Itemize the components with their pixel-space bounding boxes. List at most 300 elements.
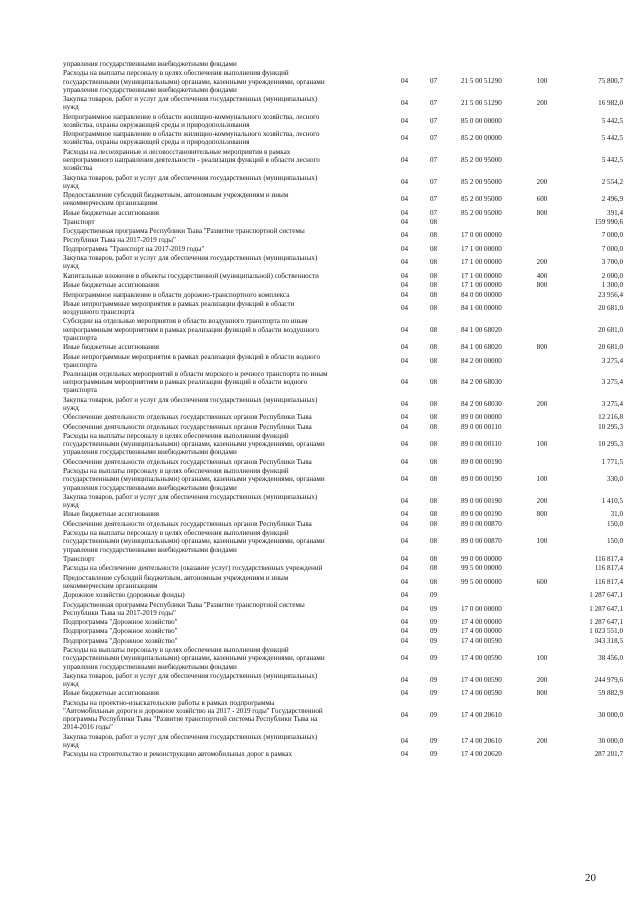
row-name — [63, 413, 393, 421]
row-name-line: государственными (муниципальными) органами, казенными учреждениями, органами — [63, 77, 325, 86]
row-name-line: Расходы на выплаты персоналу в целях обеспечения выполнения функций — [63, 467, 289, 476]
subsection-code: 08 — [430, 303, 438, 312]
row-name — [63, 467, 393, 492]
row-name-line: управления государственными внебюджетными фондами — [63, 85, 237, 94]
amount: 1 287 647,1 — [589, 591, 623, 600]
amount: 30 000,0 — [598, 736, 623, 745]
row-name-line: нужд — [63, 740, 79, 749]
section-code: 04 — [401, 218, 409, 226]
subsection-code: 07 — [430, 208, 438, 217]
row-name — [63, 300, 393, 316]
amount: 150,0 — [607, 519, 623, 528]
target-article-code: 21 5 00 51290 — [461, 77, 502, 86]
amount: 20 681,0 — [598, 343, 623, 352]
row-name-line: Государственная программа Республики Тыва "Развитие транспортной системы — [63, 227, 305, 236]
row-name — [63, 601, 393, 617]
row-name — [63, 627, 393, 635]
row-name-line: Транспорт — [63, 554, 95, 563]
amount: 38 456,0 — [598, 654, 623, 663]
row-name — [63, 209, 393, 217]
row-name-line: транспорта — [63, 360, 97, 369]
row-name-line: Закупка товаров, работ и услуг для обеспечения государственных (муниципальных) — [63, 732, 318, 741]
row-name-line: Подпрограмма "Дорожное хозяйство" — [63, 627, 178, 636]
row-name-line: нужд — [63, 501, 79, 510]
row-name — [63, 564, 393, 572]
amount: 2 000,0 — [601, 271, 623, 280]
amount: 159 990,6 — [594, 218, 623, 226]
row-name — [63, 396, 393, 412]
amount: 2 496,9 — [601, 195, 623, 204]
row-name-line: Подпрограмма "Транспорт на 2017-2019 годы" — [63, 244, 205, 253]
target-article-code: 89 0 00 00190 — [461, 510, 502, 519]
row-name — [63, 191, 393, 207]
row-name-line: Обеспечение деятельности отдельных государственных органов Республики Тыва — [63, 457, 312, 466]
amount: 20 681,0 — [598, 325, 623, 334]
row-name-line: некоммерческим организациям — [63, 581, 158, 590]
row-name-line: Закупка товаров, работ и услуг для обеспечения государственных (муниципальных) — [63, 173, 318, 182]
section-code: 04 — [401, 519, 409, 528]
target-article-code: 17 4 00 20620 — [461, 750, 502, 759]
target-article-code: 17 1 00 00000 — [461, 271, 502, 280]
section-code: 04 — [401, 636, 409, 645]
subsection-code: 08 — [430, 244, 438, 253]
row-name-line: нужд — [63, 404, 79, 412]
target-article-code: 89 0 00 00870 — [461, 537, 502, 546]
row-name — [63, 113, 393, 129]
row-name-line: управления государственными внебюджетными фондами — [63, 448, 237, 457]
section-code: 04 — [401, 356, 409, 365]
target-article-code: 89 0 00 00870 — [461, 519, 502, 528]
row-name — [63, 254, 393, 270]
target-article-code: 84 2 00 00000 — [461, 356, 502, 365]
expense-type-code: 800 — [536, 281, 548, 290]
amount: 1 023 551,0 — [589, 627, 623, 636]
target-article-code: 17 4 00 00590 — [461, 654, 502, 663]
section-code: 04 — [401, 116, 409, 125]
target-article-code: 17 1 00 00000 — [461, 244, 502, 253]
section-code: 04 — [401, 675, 409, 684]
row-name — [63, 343, 393, 351]
expense-type-code: 200 — [536, 399, 548, 408]
subsection-code: 08 — [430, 537, 438, 546]
target-article-code: 84 1 00 00000 — [461, 303, 502, 312]
row-name — [63, 699, 393, 732]
row-name-line: Расходы на строительство и реконструкцию автомобильных дорог в рамках — [63, 750, 293, 759]
expense-type-code: 200 — [536, 258, 548, 267]
target-article-code: 17 0 00 00000 — [461, 231, 502, 240]
target-article-code: 89 0 00 00190 — [461, 475, 502, 484]
row-name-line: нужд — [63, 103, 79, 112]
amount: 3 275,4 — [601, 356, 623, 365]
row-name-line: Предоставление субсидий бюджетным, автономным учреждениям и иным — [63, 573, 289, 582]
amount: 391,4 — [607, 208, 623, 217]
subsection-code: 07 — [430, 177, 438, 186]
target-article-code: 84 1 00 68020 — [461, 325, 502, 334]
row-name-line: Непрограммное направление в области дорожно-транспортного комплекса — [63, 290, 290, 299]
amount: 7 000,0 — [601, 231, 623, 240]
row-name-line: государственными (муниципальными) органами, казенными учреждениями, органами — [63, 537, 325, 546]
row-name-line: государственными (муниципальными) органами, казенными учреждениями, органами — [63, 440, 325, 449]
section-code: 04 — [401, 271, 409, 280]
subsection-code: 08 — [430, 577, 438, 586]
target-article-code: 17 4 00 00000 — [461, 618, 502, 626]
row-name — [63, 95, 393, 111]
row-name — [63, 574, 393, 590]
row-name-line: Транспорт — [63, 218, 95, 226]
subsection-code: 08 — [430, 258, 438, 267]
row-name-line: воздушного транспорта — [63, 308, 135, 316]
row-name-line: Иные бюджетные ассигнования — [63, 689, 160, 698]
section-code: 04 — [401, 281, 409, 290]
subsection-code: 08 — [430, 271, 438, 280]
subsection-code: 08 — [430, 564, 438, 573]
row-name — [63, 493, 393, 509]
row-name-line: Расходы на проектно-изыскательские работы в рамках подпрограммы — [63, 698, 275, 707]
expense-type-code: 800 — [536, 208, 548, 217]
row-name-line: Республики Тыва на 2017-2019 годы" — [63, 235, 176, 244]
target-article-code: 89 0 00 00000 — [461, 413, 502, 422]
row-name-line: Обеспечение деятельности отдельных государственных органов Республики Тыва — [63, 413, 312, 422]
amount: 150,0 — [607, 537, 623, 546]
target-article-code: 89 0 00 00110 — [461, 422, 502, 431]
target-article-code: 85 0 00 00000 — [461, 116, 502, 125]
row-name — [63, 148, 393, 173]
target-article-code: 17 4 00 00590 — [461, 675, 502, 684]
subsection-code: 09 — [430, 675, 438, 684]
subsection-code: 09 — [430, 604, 438, 613]
expense-type-code: 100 — [536, 440, 548, 449]
row-name-line: Расходы на обеспечение деятельности (оказание услуг) государственных учреждений — [63, 564, 323, 573]
amount: 1 300,0 — [601, 281, 623, 290]
section-code: 04 — [401, 195, 409, 204]
subsection-code: 08 — [430, 399, 438, 408]
row-name-line: хозяйства, охраны окружающей среды и природопользования — [63, 138, 250, 147]
expense-type-code: 400 — [536, 271, 548, 280]
amount: 30 000,0 — [598, 710, 623, 719]
row-name — [63, 510, 393, 518]
row-name-line: "Автомобильные дороги и дорожное хозяйство на 2017 - 2019 годы" Государственной — [63, 706, 323, 715]
subsection-code: 08 — [430, 281, 438, 290]
subsection-code: 08 — [430, 325, 438, 334]
amount: 75 800,7 — [598, 77, 623, 86]
target-article-code: 85 2 00 95000 — [461, 208, 502, 217]
section-code: 04 — [401, 591, 409, 600]
amount: 330,0 — [607, 475, 623, 484]
row-name-line: Обеспечение деятельности отдельных государственных органов Республики Тыва — [63, 519, 312, 528]
page-number: 20 — [585, 872, 596, 884]
expense-type-code: 100 — [536, 654, 548, 663]
amount: 2 554,2 — [601, 177, 623, 186]
subsection-code: 08 — [430, 290, 438, 299]
target-article-code: 89 0 00 00190 — [461, 496, 502, 505]
subsection-code: 08 — [430, 218, 438, 226]
section-code: 04 — [401, 457, 409, 466]
subsection-code: 07 — [430, 77, 438, 86]
subsection-code: 07 — [430, 134, 438, 143]
target-article-code: 21 5 00 51290 — [461, 99, 502, 108]
amount: 23 956,4 — [598, 290, 623, 299]
row-name — [63, 353, 393, 369]
subsection-code: 07 — [430, 195, 438, 204]
row-name-line: Закупка товаров, работ и услуг для обеспечения государственных (муниципальных) — [63, 254, 318, 263]
target-article-code: 17 4 00 20610 — [461, 710, 502, 719]
expense-type-code: 100 — [536, 77, 548, 86]
section-code: 04 — [401, 399, 409, 408]
row-name — [63, 370, 393, 395]
row-name — [63, 646, 393, 671]
row-name — [63, 529, 393, 554]
target-article-code: 99 0 00 00000 — [461, 554, 502, 563]
section-code: 04 — [401, 689, 409, 698]
row-name — [63, 281, 393, 289]
target-article-code: 84 2 00 68030 — [461, 378, 502, 387]
subsection-code: 08 — [430, 440, 438, 449]
subsection-code: 08 — [430, 457, 438, 466]
row-name-line: Иные бюджетные ассигнования — [63, 343, 160, 352]
section-code: 04 — [401, 750, 409, 759]
row-name-line: нужд — [63, 262, 79, 271]
section-code: 04 — [401, 710, 409, 719]
amount: 10 295,3 — [598, 440, 623, 449]
section-code: 04 — [401, 475, 409, 484]
amount: 10 295,3 — [598, 422, 623, 431]
section-code: 04 — [401, 378, 409, 387]
row-name-line: Иные бюджетные ассигнования — [63, 281, 160, 290]
subsection-code: 08 — [430, 519, 438, 528]
expense-type-code: 800 — [536, 689, 548, 698]
row-name-line: Расходы на выплаты персоналу в целях обеспечения выполнения функций — [63, 529, 289, 538]
row-name-line: программы Республики Тыва "Развитие транспортной системы Республики Тыва на — [63, 715, 318, 724]
subsection-code: 08 — [430, 554, 438, 563]
row-name — [63, 130, 393, 146]
amount: 3 700,0 — [601, 258, 623, 267]
section-code: 04 — [401, 577, 409, 586]
row-name — [63, 591, 393, 599]
row-name-line: Государственная программа Республики Тыва "Развитие транспортной системы — [63, 600, 305, 609]
target-article-code: 85 2 00 95000 — [461, 177, 502, 186]
row-name-line: Закупка товаров, работ и услуг для обеспечения государственных (муниципальных) — [63, 671, 318, 680]
amount: 31,0 — [610, 510, 623, 519]
section-code: 04 — [401, 627, 409, 636]
row-name-line: хозяйства, охраны окружающей среды и природопользования — [63, 120, 250, 129]
section-code: 04 — [401, 77, 409, 86]
subsection-code: 08 — [430, 475, 438, 484]
row-name-line: Иные бюджетные ассигнования — [63, 208, 160, 217]
subsection-code: 09 — [430, 736, 438, 745]
row-name — [63, 733, 393, 749]
amount: 1 771,5 — [601, 457, 623, 466]
target-article-code: 84 0 00 00000 — [461, 290, 502, 299]
row-name-line: некоммерческим организациям — [63, 199, 158, 208]
section-code: 04 — [401, 422, 409, 431]
subsection-code: 09 — [430, 591, 438, 600]
row-name-line: управления государственными внебюджетными фондами — [63, 545, 237, 554]
row-name — [63, 227, 393, 243]
section-code: 04 — [401, 654, 409, 663]
expense-type-code: 100 — [536, 475, 548, 484]
section-code: 04 — [401, 325, 409, 334]
amount: 20 681,0 — [598, 303, 623, 312]
row-name-line: управления государственными внебюджетными фондами — [63, 483, 237, 492]
row-name-line: Закупка товаров, работ и услуг для обеспечения государственных (муниципальных) — [63, 492, 318, 501]
target-article-code: 89 0 00 00110 — [461, 440, 502, 449]
subsection-code: 08 — [430, 231, 438, 240]
section-code: 04 — [401, 177, 409, 186]
subsection-code: 08 — [430, 422, 438, 431]
section-code: 04 — [401, 564, 409, 573]
row-name-line: нужд — [63, 680, 79, 688]
target-article-code: 85 2 00 00000 — [461, 134, 502, 143]
row-name-line: управления государственными внебюджетными фондами — [63, 662, 237, 671]
row-name-line: Иные непрограммные мероприятия в рамках реализации функций в области водного — [63, 352, 320, 361]
amount: 1 287 647,1 — [589, 604, 623, 613]
row-name-line: Капитальные вложения в объекты государственной (муниципальной) собственности — [63, 271, 319, 280]
section-code: 04 — [401, 208, 409, 217]
row-name — [63, 317, 393, 342]
section-code: 04 — [401, 134, 409, 143]
row-name — [63, 218, 393, 226]
section-code: 04 — [401, 537, 409, 546]
section-code: 04 — [401, 155, 409, 164]
row-name-line: Непрограммное направление в области жилищно-коммунального хозяйства, лесного — [63, 130, 320, 139]
section-code: 04 — [401, 554, 409, 563]
row-name-line: государственными (муниципальными) органами, казенными учреждениями, органами — [63, 654, 325, 663]
row-name-line: непрограммного направления деятельности - реализация функций в области лесного — [63, 156, 320, 164]
expense-type-code: 200 — [536, 496, 548, 505]
subsection-code: 07 — [430, 155, 438, 164]
row-name-line: Закупка товаров, работ и услуг для обеспечения государственных (муниципальных) — [63, 395, 318, 404]
row-name-line: Республики Тыва на 2017-2019 годы" — [63, 608, 176, 617]
row-name-line: Реализация отдельных мероприятий в области морского и речного транспорта по иным — [63, 370, 328, 378]
row-name-line: Расходы на выплаты персоналу в целях обеспечения выполнения функций — [63, 646, 289, 655]
subsection-code: 09 — [430, 689, 438, 698]
subsection-code: 09 — [430, 750, 438, 759]
amount: 12 216,8 — [598, 413, 623, 422]
row-name — [63, 750, 393, 758]
row-name — [63, 618, 393, 626]
section-code: 04 — [401, 258, 409, 267]
target-article-code: 85 2 00 95000 — [461, 195, 502, 204]
subsection-code: 09 — [430, 654, 438, 663]
section-code: 04 — [401, 618, 409, 626]
row-name-line: 2014-2016 годы" — [63, 723, 113, 732]
row-name-line: непрограммным мероприятиям в рамках реализации функций в области воздушного — [63, 325, 320, 334]
row-name — [63, 272, 393, 280]
target-article-code: 99 5 00 00000 — [461, 577, 502, 586]
row-name-line: Закупка товаров, работ и услуг для обеспечения государственных (муниципальных) — [63, 95, 318, 104]
amount: 3 275,4 — [601, 399, 623, 408]
row-name — [63, 60, 393, 68]
subsection-code: 09 — [430, 636, 438, 645]
target-article-code: 84 2 00 68030 — [461, 399, 502, 408]
row-name — [63, 69, 393, 94]
amount: 5 442,5 — [601, 155, 623, 164]
section-code: 04 — [401, 736, 409, 745]
amount: 5 442,5 — [601, 116, 623, 125]
row-name-line: хозяйства — [63, 164, 93, 173]
section-code: 04 — [401, 99, 409, 108]
target-article-code: 85 2 00 95000 — [461, 155, 502, 164]
row-name-line: транспорта — [63, 333, 97, 342]
target-article-code: 17 0 00 00000 — [461, 604, 502, 613]
amount: 116 817,4 — [594, 577, 623, 586]
subsection-code: 08 — [430, 413, 438, 422]
amount: 16 982,0 — [598, 99, 623, 108]
amount: 116 817,4 — [594, 564, 623, 573]
row-name-line: Иные бюджетные ассигнования — [63, 510, 160, 519]
target-article-code: 17 1 00 00000 — [461, 281, 502, 290]
amount: 7 000,0 — [601, 244, 623, 253]
row-name — [63, 423, 393, 431]
target-article-code: 84 1 00 68020 — [461, 343, 502, 352]
amount: 116 817,4 — [594, 554, 623, 563]
expense-type-code: 800 — [536, 510, 548, 519]
subsection-code: 09 — [430, 627, 438, 636]
amount: 3 275,4 — [601, 378, 623, 387]
section-code: 04 — [401, 303, 409, 312]
section-code: 04 — [401, 290, 409, 299]
row-name-line: Иные непрограммные мероприятия в рамках реализации функций в области — [63, 299, 295, 308]
row-name — [63, 520, 393, 528]
section-code: 04 — [401, 510, 409, 519]
row-name — [63, 432, 393, 457]
row-name-line: Расходы на лесоохранные и лесовосстановительные мероприятия в рамках — [63, 147, 291, 156]
row-name — [63, 672, 393, 688]
amount: 1 410,5 — [601, 496, 623, 505]
expense-type-code: 100 — [536, 537, 548, 546]
row-name-line: Расходы на выплаты персоналу в целях обеспечения выполнения функций — [63, 69, 289, 78]
amount: 244 979,6 — [594, 675, 623, 684]
section-code: 04 — [401, 244, 409, 253]
row-name — [63, 689, 393, 697]
expense-type-code: 200 — [536, 736, 548, 745]
target-article-code: 17 4 00 00000 — [461, 627, 502, 636]
subsection-code: 07 — [430, 116, 438, 125]
amount: 343 318,5 — [594, 636, 623, 645]
target-article-code: 17 4 00 20610 — [461, 736, 502, 745]
row-name-line: нужд — [63, 181, 79, 190]
subsection-code: 09 — [430, 710, 438, 719]
row-name-line: управления государственными внебюджетными фондами — [63, 60, 237, 68]
row-name-line: Дорожное хозяйство (дорожные фонды) — [63, 591, 185, 600]
section-code: 04 — [401, 231, 409, 240]
row-name-line: Обеспечение деятельности отдельных государственных органов Республики Тыва — [63, 422, 312, 431]
subsection-code: 08 — [430, 343, 438, 352]
row-name — [63, 291, 393, 299]
row-name — [63, 637, 393, 645]
expense-type-code: 200 — [536, 177, 548, 186]
row-name-line: Расходы на выплаты персоналу в целях обеспечения выполнения функций — [63, 432, 289, 440]
subsection-code: 09 — [430, 618, 438, 626]
subsection-code: 07 — [430, 99, 438, 108]
row-name — [63, 174, 393, 190]
subsection-code: 08 — [430, 510, 438, 519]
section-code: 04 — [401, 496, 409, 505]
expense-type-code: 200 — [536, 675, 548, 684]
section-code: 04 — [401, 413, 409, 422]
target-article-code: 99 5 00 00000 — [461, 564, 502, 573]
target-article-code: 17 4 00 00590 — [461, 689, 502, 698]
section-code: 04 — [401, 440, 409, 449]
row-name-line: Предоставление субсидий бюджетным, автономным учреждениям и иным — [63, 191, 289, 200]
expense-type-code: 800 — [536, 343, 548, 352]
amount: 1 287 647,1 — [589, 618, 623, 626]
row-name-line: Подпрограмма "Дорожное хозяйство" — [63, 618, 178, 626]
expense-type-code: 200 — [536, 99, 548, 108]
row-name-line: транспорта — [63, 386, 97, 395]
expense-type-code: 600 — [536, 195, 548, 204]
row-name-line: непрограммным мероприятиям в рамках реализации функций в области водного — [63, 378, 308, 387]
